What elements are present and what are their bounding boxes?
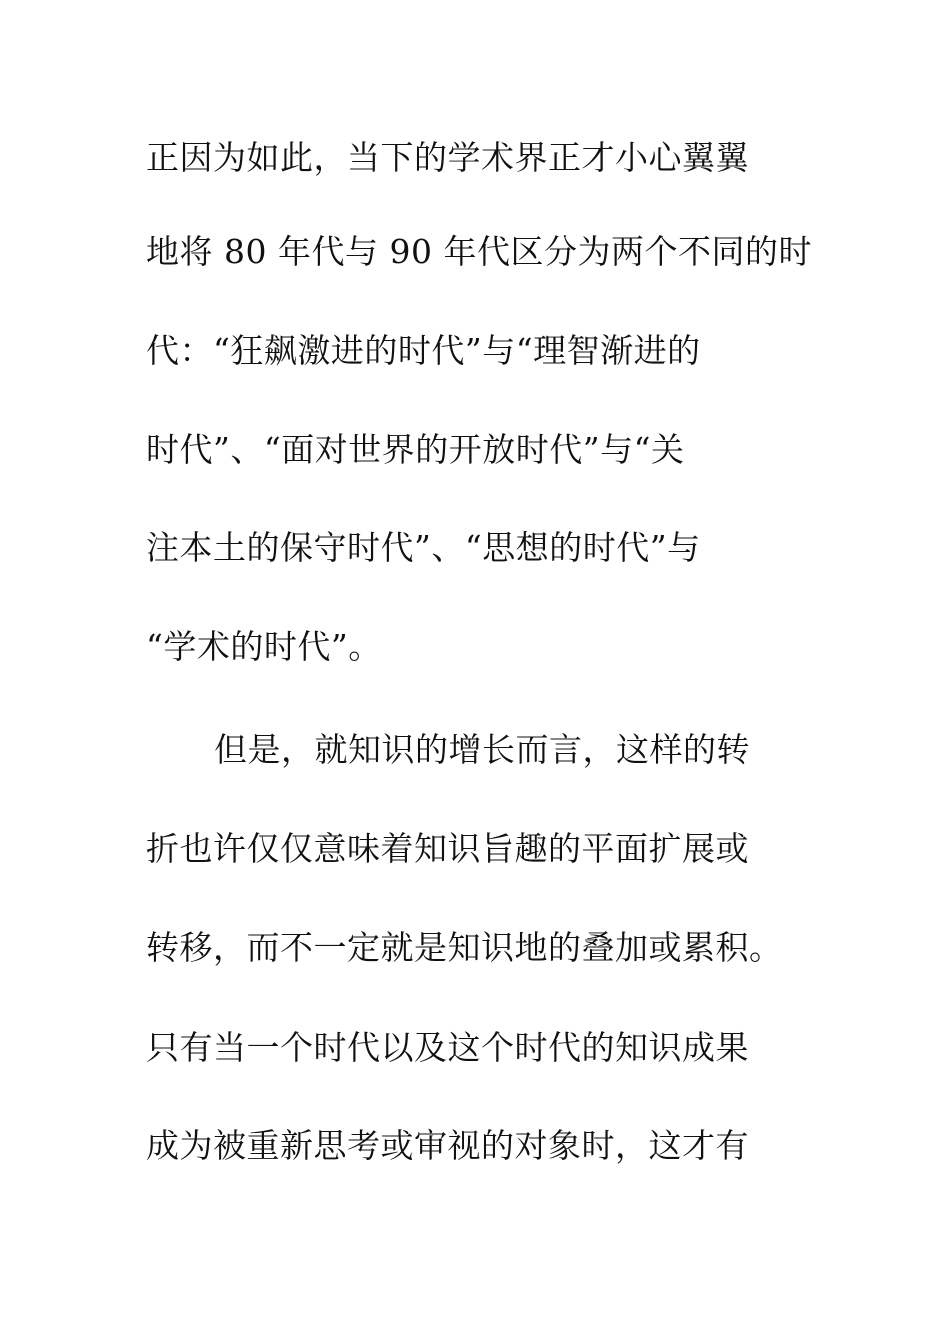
text-line: 只有当一个时代以及这个时代的知识成果 [146,1028,749,1067]
paragraph-first-line: 但是，就知识的增长而言，这样的转 [214,730,750,769]
text-line: 时代”、“面对世界的开放时代”与“关 [146,430,685,469]
text-line: 折也许仅仅意味着知识旨趣的平面扩展或 [146,829,749,868]
text-line: 地将 80 年代与 90 年代区分为两个不同的时 [146,232,812,271]
text-line: 转移，而不一定就是知识地的叠加或累积。 [146,928,783,967]
text-line: “学术的时代”。 [146,627,382,666]
text-line: 代：“狂飙激进的时代”与“理智渐进的 [146,331,701,370]
text-line: 成为被重新思考或审视的对象时，这才有 [146,1126,749,1165]
text-line: 正因为如此，当下的学术界正才小心翼翼 [146,138,749,177]
text-line: 注本土的保守时代”、“思想的时代”与 [146,528,701,567]
